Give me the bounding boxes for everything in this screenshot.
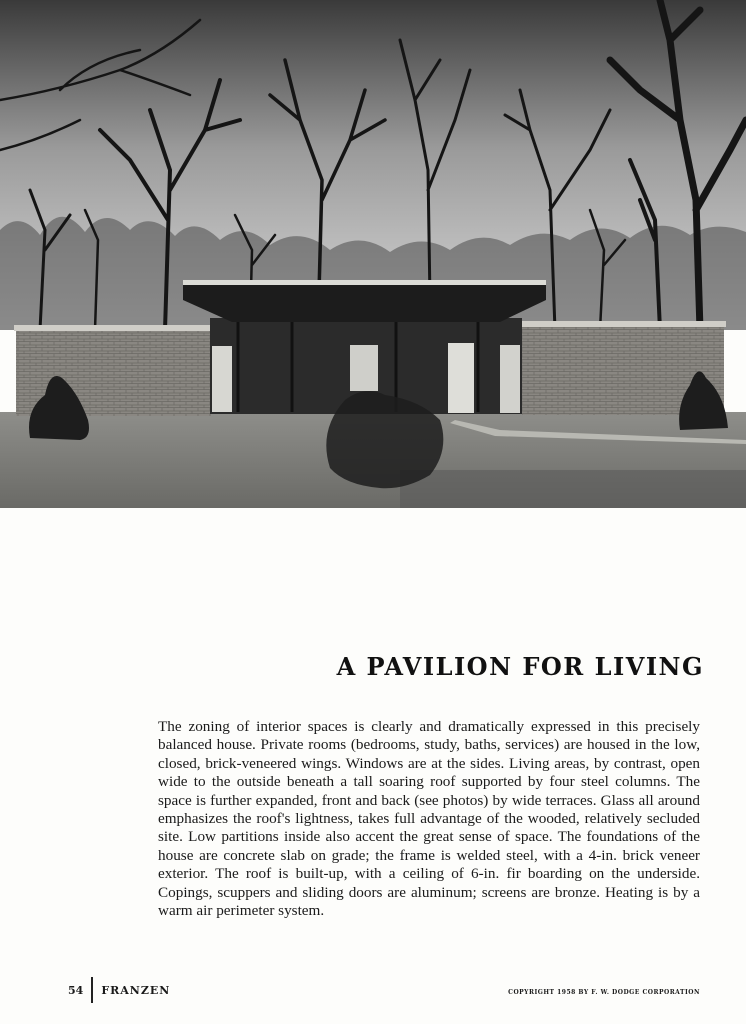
page-footer	[68, 978, 170, 1002]
architect-name: FRANZEN	[101, 983, 171, 997]
soaring-roof	[183, 282, 546, 322]
page-number: 54	[68, 983, 84, 997]
house-photo	[0, 0, 746, 508]
article-body: The zoning of interior spaces is clearly and dramatically expressed in this precisely balanced house. Private rooms (bedrooms, study, baths, services) are housed in the low, closed, brick-veneered wings. Windows are at the sides. Living areas, by contrast, open wide to the outside beneath a tall soaring roof supported by four steel columns. The space is further expanded, front and back (see photos) by wide terraces. Glass all around emphasizes the roof's lightness, takes full advantage of the wooded, relatively secluded site. Low partitions inside also accent the great sense of space. The foundations of the house are concrete slab on grade; the frame is welded steel, with a 4-in. brick veneer exterior. The roof is built-up, with a ceiling of 6-in. fir boarding on the underside. Copings, scuppers and sliding doors are aluminum; screens are bronze. Heating is by a warm air perimeter system.	[158, 718, 700, 920]
footer-divider	[91, 977, 93, 1003]
copyright-notice: COPYRIGHT 1958 BY F. W. DODGE CORPORATION	[508, 989, 700, 996]
article-title: A PAVILION FOR LIVING	[336, 652, 704, 681]
leaves	[400, 470, 746, 508]
